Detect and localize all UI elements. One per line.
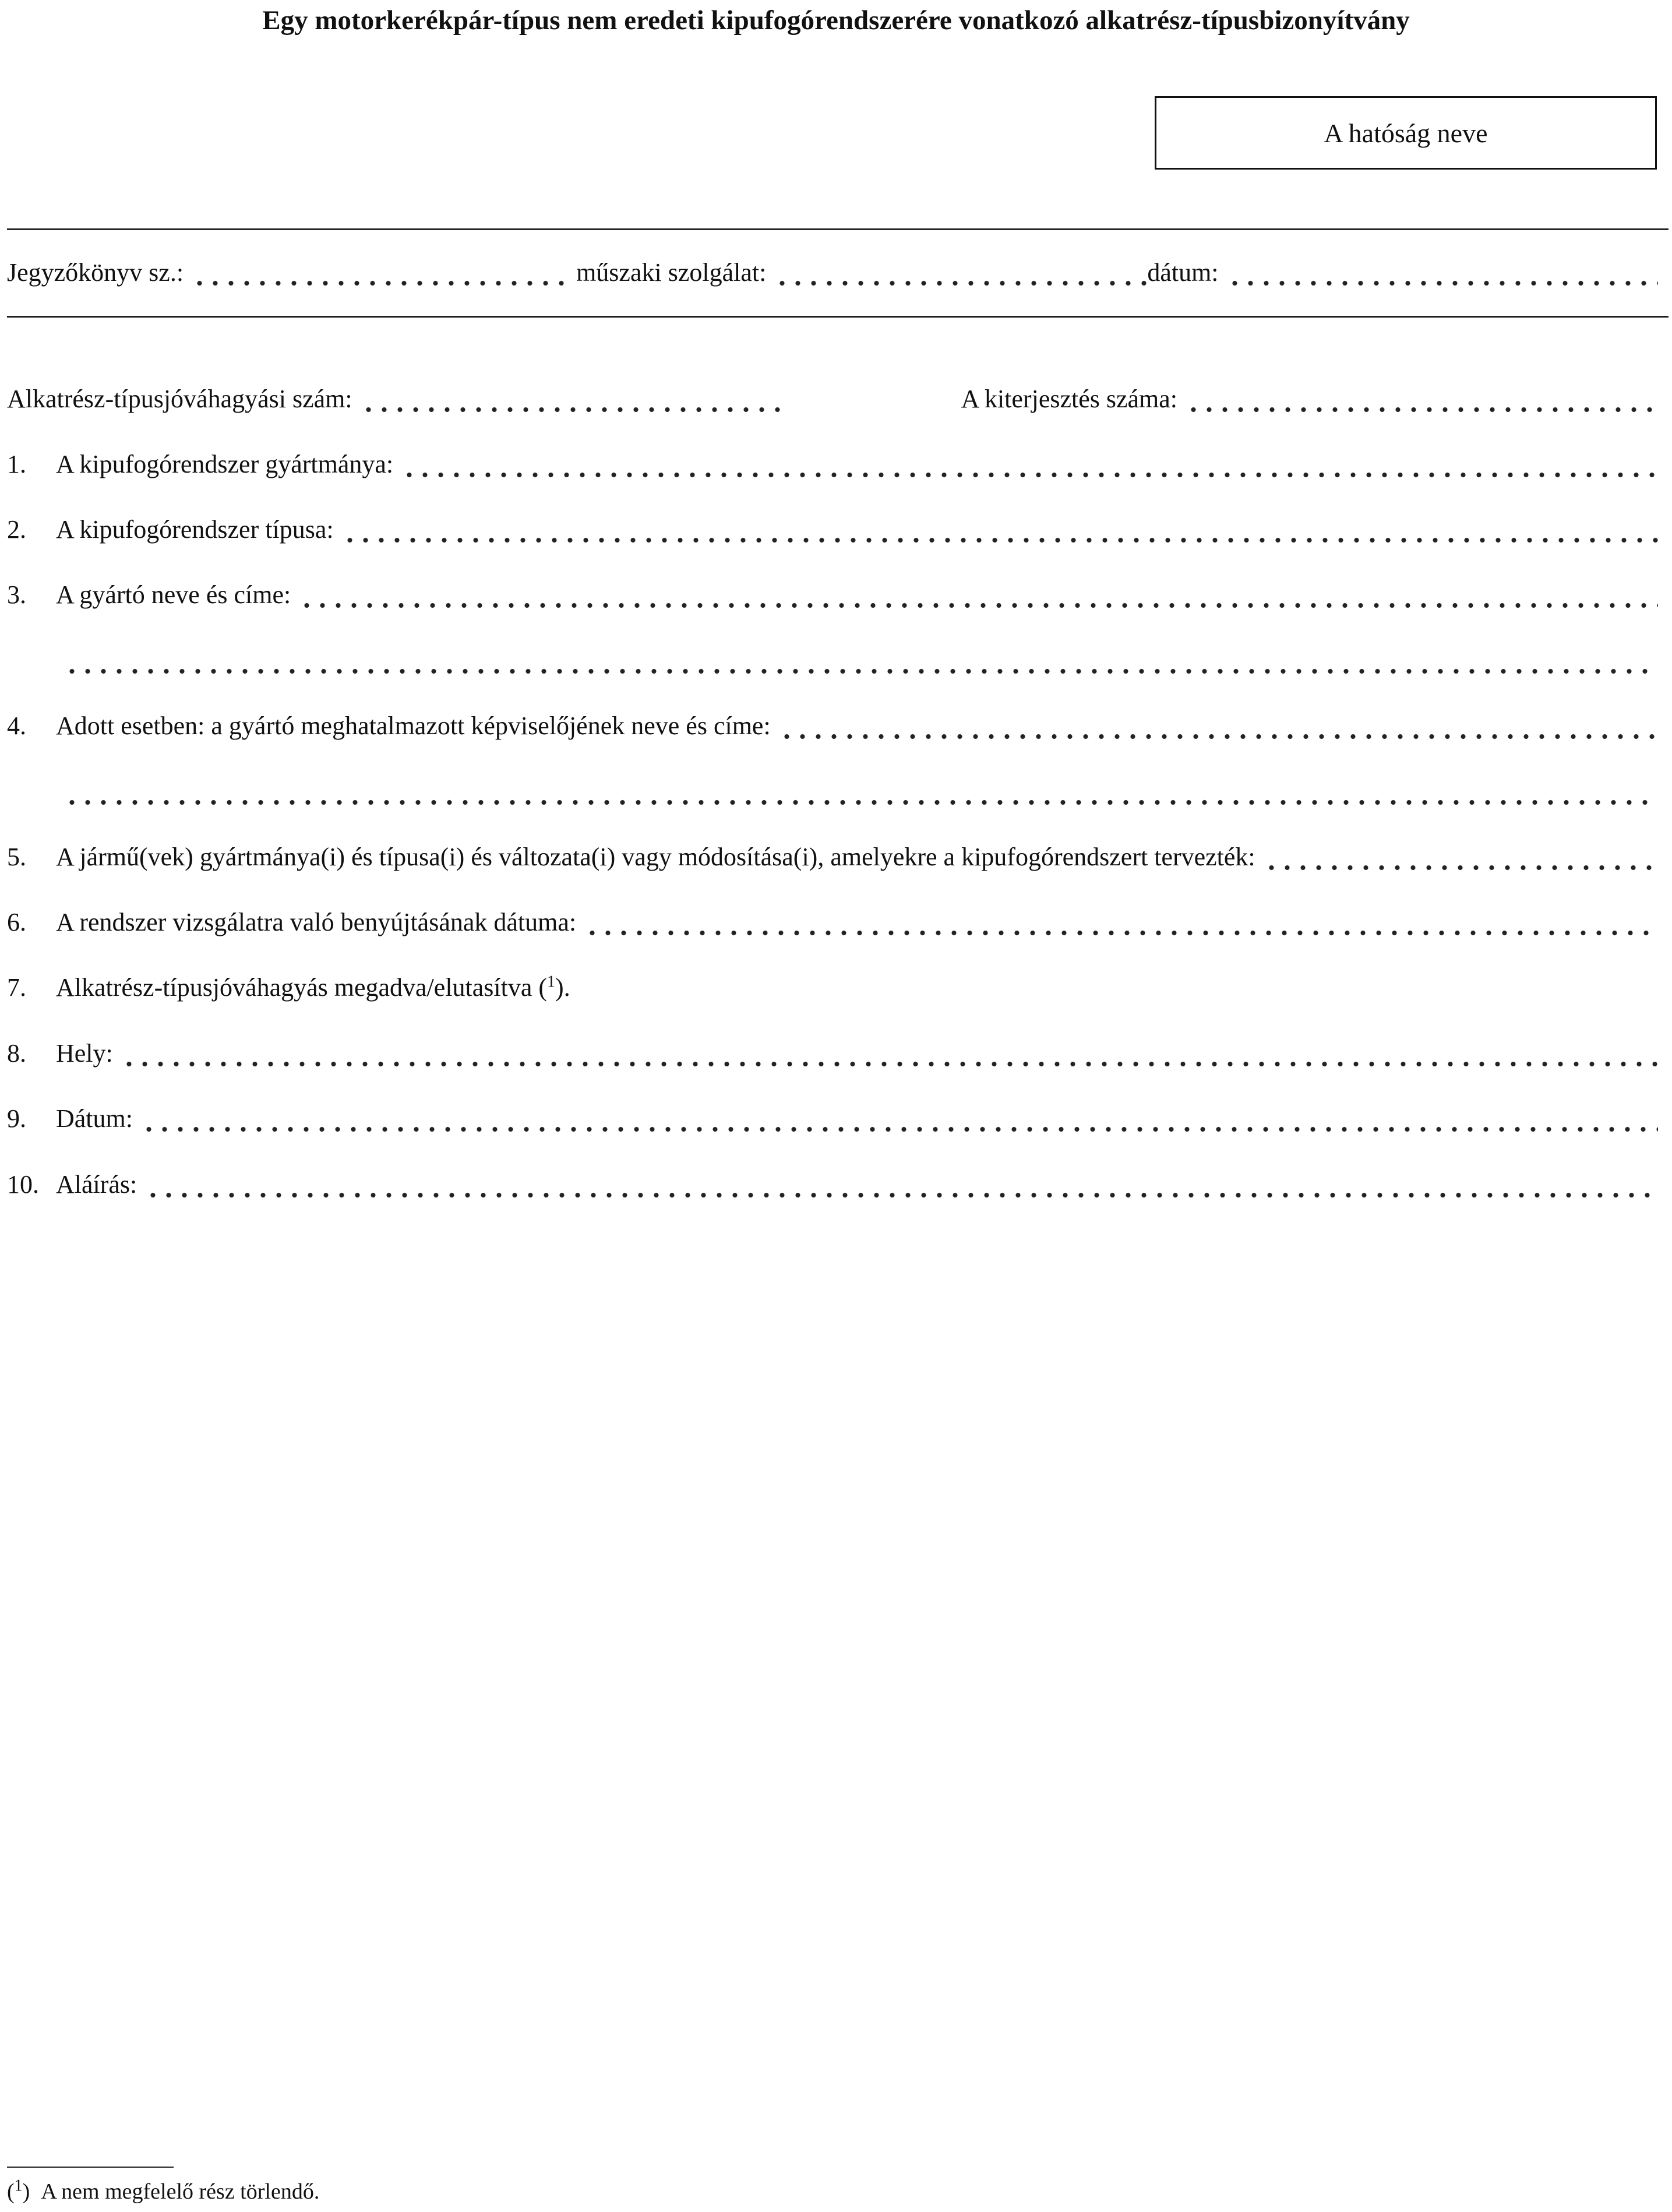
- report-number-field[interactable]: [192, 255, 565, 290]
- footnote-reference: 1: [547, 973, 556, 991]
- item-label-text: Alkatrész-típusjóváhagyás megadva/elutasítva (: [56, 973, 548, 1002]
- item-label: A rendszer vizsgálatra való benyújtásának dátuma:: [56, 908, 577, 936]
- approval-row: [7, 382, 1658, 417]
- item-label: A kipufogórendszer típusa:: [56, 515, 334, 544]
- extension-number-label: A kiterjesztés száma:: [961, 385, 1178, 413]
- item-4-continuation: [64, 774, 1658, 809]
- item-4: [7, 709, 1658, 744]
- item-number: 7.: [7, 973, 26, 1002]
- technical-service-field[interactable]: [774, 255, 1147, 290]
- footnote-divider: [7, 2167, 174, 2168]
- document-title: Egy motorkerékpár-típus nem eredeti kipufogórendszerére vonatkozó alkatrész-típusbizonyítvány: [262, 5, 1410, 36]
- divider-bottom: [7, 316, 1669, 318]
- item-2: [7, 512, 1658, 547]
- authority-name-label: A hatóság neve: [1324, 118, 1488, 148]
- item-number: 8.: [7, 1039, 26, 1068]
- item-number: 1.: [7, 450, 26, 478]
- report-row: [7, 255, 1658, 290]
- representative-name-address-field-line-2[interactable]: [64, 774, 1658, 809]
- item-3-continuation: [64, 643, 1658, 678]
- item-number: 5.: [7, 843, 26, 871]
- exhaust-make-field[interactable]: [401, 447, 1658, 482]
- approval-number-label: Alkatrész-típusjóváhagyási szám:: [7, 385, 352, 413]
- approval-number-field[interactable]: [361, 382, 780, 417]
- submission-date-field[interactable]: [584, 905, 1658, 940]
- item-number: 6.: [7, 908, 26, 936]
- item-7: [7, 970, 1658, 1005]
- report-number-label: Jegyzőkönyv sz.:: [7, 258, 184, 287]
- authority-name-box: [1155, 96, 1657, 170]
- item-label: Dátum:: [56, 1104, 133, 1133]
- item-number: 2.: [7, 515, 26, 544]
- footnote-open: (: [7, 2179, 15, 2204]
- footnote: [7, 2176, 319, 2207]
- item-label: A jármű(vek) gyártmánya(i) és típusa(i) és változata(i) vagy módosítása(i), amelyekre a kipufogórendszert tervezték:: [56, 843, 1255, 871]
- date-header-field[interactable]: [1227, 255, 1658, 290]
- item-label: Aláírás:: [56, 1170, 137, 1199]
- item-label-end: ).: [555, 973, 570, 1002]
- item-label: Hely:: [56, 1039, 113, 1068]
- item-10: [7, 1167, 1658, 1202]
- exhaust-type-field[interactable]: [342, 512, 1658, 547]
- item-label: Adott esetben: a gyártó meghatalmazott képviselőjének neve és címe:: [56, 711, 771, 740]
- item-label: A gyártó neve és címe:: [56, 580, 291, 609]
- signature-field[interactable]: [145, 1167, 1658, 1202]
- representative-name-address-field[interactable]: [779, 709, 1658, 744]
- footnote-marker: 1: [14, 2176, 23, 2195]
- item-number: 9.: [7, 1104, 26, 1133]
- vehicle-make-type-field[interactable]: [1264, 840, 1658, 875]
- item-1: [7, 447, 1658, 482]
- manufacturer-name-address-field[interactable]: [299, 577, 1658, 612]
- date-field[interactable]: [141, 1101, 1658, 1136]
- item-number: 10.: [7, 1170, 39, 1199]
- item-label: A kipufogórendszer gyártmánya:: [56, 450, 394, 478]
- divider-top: [7, 228, 1669, 230]
- item-number: 4.: [7, 711, 26, 740]
- item-number: 3.: [7, 580, 26, 609]
- footnote-close: ): [22, 2179, 30, 2204]
- manufacturer-name-address-field-line-2[interactable]: [64, 643, 1658, 678]
- footnote-text: A nem megfelelő rész törlendő.: [41, 2179, 320, 2204]
- item-3: [7, 577, 1658, 612]
- item-label: [56, 970, 570, 1005]
- technical-service-label: műszaki szolgálat:: [576, 258, 767, 287]
- item-5: [7, 840, 1658, 875]
- item-8: [7, 1036, 1658, 1071]
- item-6: [7, 905, 1658, 940]
- date-header-label: dátum:: [1147, 258, 1219, 287]
- extension-number-field[interactable]: [1186, 382, 1658, 417]
- place-field[interactable]: [121, 1036, 1658, 1071]
- item-9: [7, 1101, 1658, 1136]
